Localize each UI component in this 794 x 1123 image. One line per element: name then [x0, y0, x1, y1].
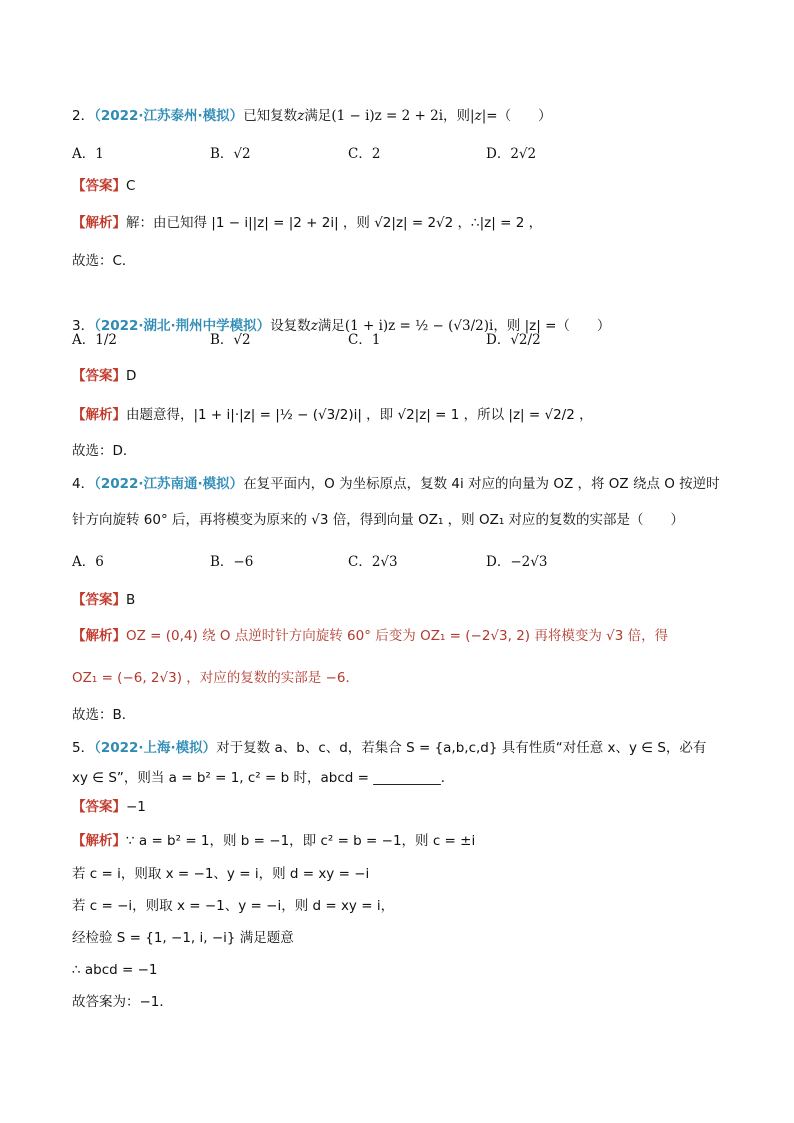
question-5-stem: 5．（2022·上海·模拟）对于复数 a、b、c、d，若集合 S = {a,b,c,d} 具有性质“对任意 x、y ∈ S，必有: [72, 740, 707, 756]
option-c: C．2√3: [348, 554, 398, 570]
analysis-line: 【解析】解：由已知得 |1 − i||z| = |2 + 2i| ，则 √2|z| = 2√2 ，∴|z| = 2 ，: [72, 215, 543, 231]
option-a: A．1/2: [72, 332, 117, 348]
analysis-line: 【解析】由题意得，|1 + i|·|z| = |½ − (√3/2)i| ，即 √2|z| = 1 ，所以 |z| = √2/2 ，: [72, 407, 593, 423]
option-a: A．6: [72, 554, 104, 570]
choose-line: 故选：B．: [72, 707, 136, 723]
answer-line: 【答案】D: [72, 368, 137, 384]
option-c: C．1: [348, 332, 381, 348]
option-c: C．2: [348, 146, 381, 162]
option-b: B．√2: [210, 146, 251, 162]
stem-text: 已知复数: [243, 108, 298, 124]
answer-line: 【答案】−1: [72, 799, 146, 815]
analysis-line-cont: 故答案为：−1．: [72, 994, 173, 1010]
analysis-line-cont: 经检验 S = {1, −1, i, −i} 满足题意: [72, 930, 294, 946]
option-d: D．2√2: [486, 146, 537, 162]
analysis-line-cont: ∴ abcd = −1: [72, 962, 158, 978]
choose-line: 故选：D．: [72, 443, 137, 459]
question-number: 2．: [72, 108, 95, 124]
option-d: D．√2/2: [486, 332, 541, 348]
analysis-line: 【解析】OZ = (0,4) 绕 O 点逆时针方向旋转 60° 后变为 OZ₁ = (−2√3, 2) 再将模变为 √3 倍，得: [72, 628, 669, 644]
analysis-line-cont: OZ₁ = (−6, 2√3) ，对应的复数的实部是 −6．: [72, 670, 359, 686]
answer-line: 【答案】B: [72, 592, 136, 608]
abs-z: |z|: [470, 108, 487, 124]
question-4-stem-cont: 针方向旋转 60° 后，再将模变为原来的 √3 倍，得到向量 OZ₁ ，则 OZ₁ 对应的复数的实部是（ ）: [72, 512, 685, 528]
option-b: B．√2: [210, 332, 251, 348]
question-4-stem: 4．（2022·江苏南通·模拟）在复平面内，O 为坐标原点，复数 4i 对应的向量为 OZ ，将 OZ 绕点 O 按逆时: [72, 476, 720, 492]
question-5-stem-cont: xy ∈ S”，则当 a = b² = 1, c² = b 时，abcd = __________．: [72, 770, 455, 786]
stem-text: =（ ）: [486, 108, 552, 124]
option-d: D．−2√3: [486, 554, 548, 570]
question-3-stem: 3．（2022·湖北·荆州中学模拟）设复数z满足(1 + i)z = ½ − (√3/2)i，则 |z| =（ ）: [72, 318, 611, 334]
question-source: （2022·江苏泰州·模拟）: [94, 108, 244, 124]
equation: (1 − i)z = 2 + 2i: [331, 108, 444, 124]
analysis-line: 【解析】∵ a = b² = 1，则 b = −1，即 c² = b = −1，则 c = ±i: [72, 833, 476, 849]
stem-text: ，则: [443, 108, 471, 124]
option-b: B．−6: [210, 554, 254, 570]
choose-line: 故选：C．: [72, 253, 136, 269]
option-a: A．1: [72, 146, 104, 162]
analysis-line-cont: 若 c = i，则取 x = −1、y = i，则 d = xy = −i: [72, 866, 370, 882]
stem-text: 满足: [304, 108, 332, 124]
var-z: z: [297, 108, 305, 124]
analysis-line-cont: 若 c = −i，则取 x = −1、y = −i，则 d = xy = i，: [72, 898, 395, 914]
question-2-stem: [72, 106, 552, 126]
answer-line: 【答案】C: [72, 178, 136, 194]
